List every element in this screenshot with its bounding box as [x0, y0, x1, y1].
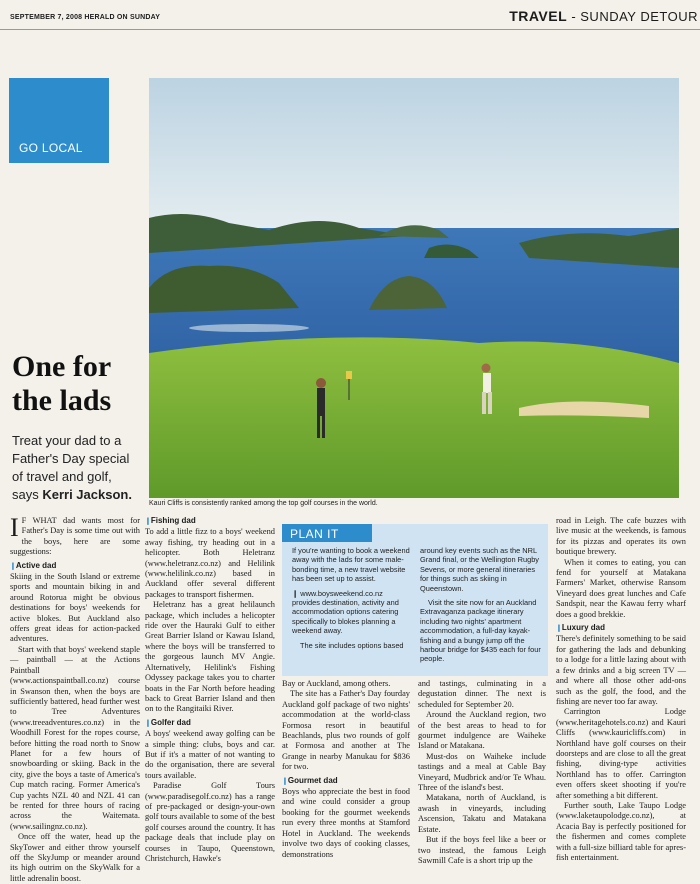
- subhead-luxury-dad: ❙ Luxury dad: [556, 623, 686, 634]
- body-paragraph: Around the Auckland region, two of the best areas to head to for gourmet indulgence are Waiheke Island or Matakana.: [418, 710, 546, 751]
- body-paragraph: and tastings, culminating in a degustation dinner. The next is scheduled for September 20.: [418, 679, 546, 709]
- plan-it-box: [282, 524, 548, 676]
- body-paragraph: Skiing in the South Island or extreme sports and mountain biking in and around Rotorua might be obvious destinations for boys' weekends for active blokes. But Auckland also offers great ideas for action-packed adventures.: [10, 572, 140, 644]
- subhead-active-dad: ❙ Active dad: [10, 561, 140, 572]
- section-title: [509, 8, 698, 24]
- intro-text: F WHAT dad wants most for Father's Day is some time out with the boys, here are some suggestions:: [10, 516, 140, 557]
- body-paragraph: Matakana, north of Auckland, is awash in vineyards, including Ascension, Takatu and Matakana Estate.: [418, 793, 546, 834]
- plan-it-paragraph: If you're wanting to book a weekend away with the lads for some male-bonding time, a new travel website has been set up to assist.: [292, 546, 410, 584]
- plan-it-paragraph: ❙ www.boysweekend.co.nz provides destination, activity and accommodation options catering specifically to blokes planning a weekend away.: [292, 588, 399, 636]
- body-paragraph: The site has a Father's Day fourday Auckland golf package of two nights' accommodation at the world-class Formosa resort in beautiful Beachlands, plus two rounds of golf at Formosa and another at The Grange in nearby Manukau for $836 for two.: [282, 689, 410, 772]
- body-paragraph: Bay or Auckland, among others.: [282, 679, 391, 688]
- body-paragraph: Carrington Lodge (www.heritagehotels.co.nz) and Kauri Cliffs (www.kauricliffs.com) in Northland have golf courses on their doorsteps and are close to all the great fishing, diving-type activities Northland has to offer. Carrington even offers skeet shooting if you're after something a bit different.: [556, 707, 686, 800]
- body-paragraph: Boys who appreciate the best in food and wine could consider a group booking for the gourmet weekends run every three months at Stamford Hotel in Auckland. The weekends involve two days of cooking classes, demonstrations: [282, 787, 410, 859]
- intro-paragraph: [10, 513, 140, 558]
- body-paragraph: Start with that boys' weekend staple — paintball — at the Actions Paintball (www.actionspaintball.co.nz) course in Swanson then, when the boys are sufficiently battered, head further west to Tree Adventures (www.treeadventures.co.nz) in the Woodhill Forest for the ropes course, before hitting the road north to Snow Planet for a few hours of snowboarding or skiing. Back in the city, give the boys a taste of America's Cup match racing. Former America's Cup yachts NZL 40 and NZL 41 can be rented for three hours of racing across the Waitemata. (www.sailingnz.co.nz).: [10, 644, 140, 831]
- golf-course-photo: [149, 78, 679, 498]
- section-name: TRAVEL: [509, 8, 567, 24]
- issue-date: SEPTEMBER 7, 2008 HERALD ON SUNDAY: [10, 14, 161, 21]
- article-column-1: [10, 513, 140, 884]
- standfirst: [12, 432, 142, 504]
- go-local-tag: [9, 78, 109, 163]
- body-paragraph: Paradise Golf Tours (www.paradisegolf.co.nz) has a range of pre-packaged or design-your-own golf tours available to some of the best golf courses around the country. It has package deals that include play on courses in Taupo, Queenstown, Christchurch, Hawke's: [145, 781, 276, 863]
- go-local-label: GO LOCAL: [19, 141, 83, 155]
- article-headline: One for the lads: [12, 350, 112, 417]
- plan-it-paragraph: Visit the site now for an Auckland Extravaganza package itinerary including two nights' apartment accommodation, a full-day kayak-fishing and a bungy jump off the harbour bridge for $435 each for four people.: [420, 598, 541, 664]
- standfirst-text: Treat your dad to a Father's Day special of travel and golf, says: [12, 433, 130, 502]
- author-byline: Kerri Jackson.: [42, 487, 132, 502]
- photo-caption: Kauri Cliffs is consistently ranked among the top golf courses in the world.: [149, 500, 378, 507]
- plan-it-column-1: [292, 546, 412, 655]
- body-paragraph: To add a little fizz to a boys' weekend away fishing, try heading out in a helicopter. Both Heletranz (www.heletranz.co.nz) and Helilink (www.helilink.co.nz) based in Auckland offer several different packages to transport fishermen.: [145, 527, 275, 599]
- plan-it-paragraph: The site includes options based: [300, 640, 404, 650]
- body-paragraph: road in Leigh. The cafe buzzes with live music at the weekends, is famous for its pizzas and operates its own boutique brewery.: [556, 516, 686, 557]
- masthead: [0, 0, 700, 30]
- plan-it-tab: [282, 524, 372, 542]
- body-paragraph: Heletranz has a great helilaunch package, which includes a helicopter ride over the Hauraki Gulf to either Great Barrier Island or Kawau Island, where the boys will be transferred to the gorgeous launch MV Angie. Alternatively, Helilink's Fishing Odyssey package takes you to charter boats in the Far North before heading back to Great Barrier Island and then on to the Rangitaiki River.: [145, 600, 275, 714]
- body-paragraph: Once off the water, head up the SkyTower and either throw yourself off the SkyJump or meander around its high outrim on the SkyWalk for a little adrenalin boost.: [10, 832, 140, 883]
- article-column-4: [418, 679, 546, 866]
- body-paragraph: But if the boys feel like a beer or two instead, the famous Leigh Sawmill Cafe is a short trip up the: [418, 835, 546, 865]
- body-paragraph: A boys' weekend away golfing can be a simple thing: clubs, boys and car. But if it's a matter of not wanting to do the organisation, there are several tours available.: [145, 729, 275, 780]
- plan-it-column-2: [420, 546, 542, 669]
- subsection-name: - SUNDAY DETOUR: [571, 9, 698, 24]
- plan-it-title: PLAN IT: [290, 527, 339, 541]
- body-paragraph: There's definitely something to be said for gathering the lads and debunking to a lodge for a little lazing about with a few drinks and a big screen TV — and where all those other add-ons such as the golf, the food, and the fishing are never too far away.: [556, 634, 686, 706]
- plan-it-paragraph: around key events such as the NRL Grand final, or the Wellington Rugby Sevens, or more general itineraries for things such as skiing in Queenstown.: [420, 546, 540, 593]
- drop-cap: I: [10, 513, 19, 542]
- article-column-2: [145, 516, 275, 864]
- subhead-golfer-dad: ❙ Golfer dad: [145, 718, 275, 729]
- subhead-fishing-dad: ❙ Fishing dad: [145, 516, 275, 527]
- article-column-3: [282, 679, 410, 860]
- body-paragraph: Must-dos on Waiheke include tastings and a meal at Cable Bay Vineyard, Mudbrick and/or Te Whau. Three of the island's best.: [418, 751, 546, 793]
- subhead-gourmet-dad: ❙ Gourmet dad: [282, 776, 410, 787]
- body-paragraph: Further south, Lake Taupo Lodge (www.laketaupolodge.co.nz), at Acacia Bay is perfectly positioned for the fishermen and comes complete with a full-size billiard table for apres-fish entertainment.: [556, 800, 686, 862]
- body-paragraph: When it comes to eating, you can fend for yourself at Matakana Farmers' Market, otherwise Ransom Vineyard does great lunches and Cafe Sandspit, near the Kawau ferry wharf does a good brekkie.: [556, 557, 686, 619]
- article-column-5: [556, 516, 686, 863]
